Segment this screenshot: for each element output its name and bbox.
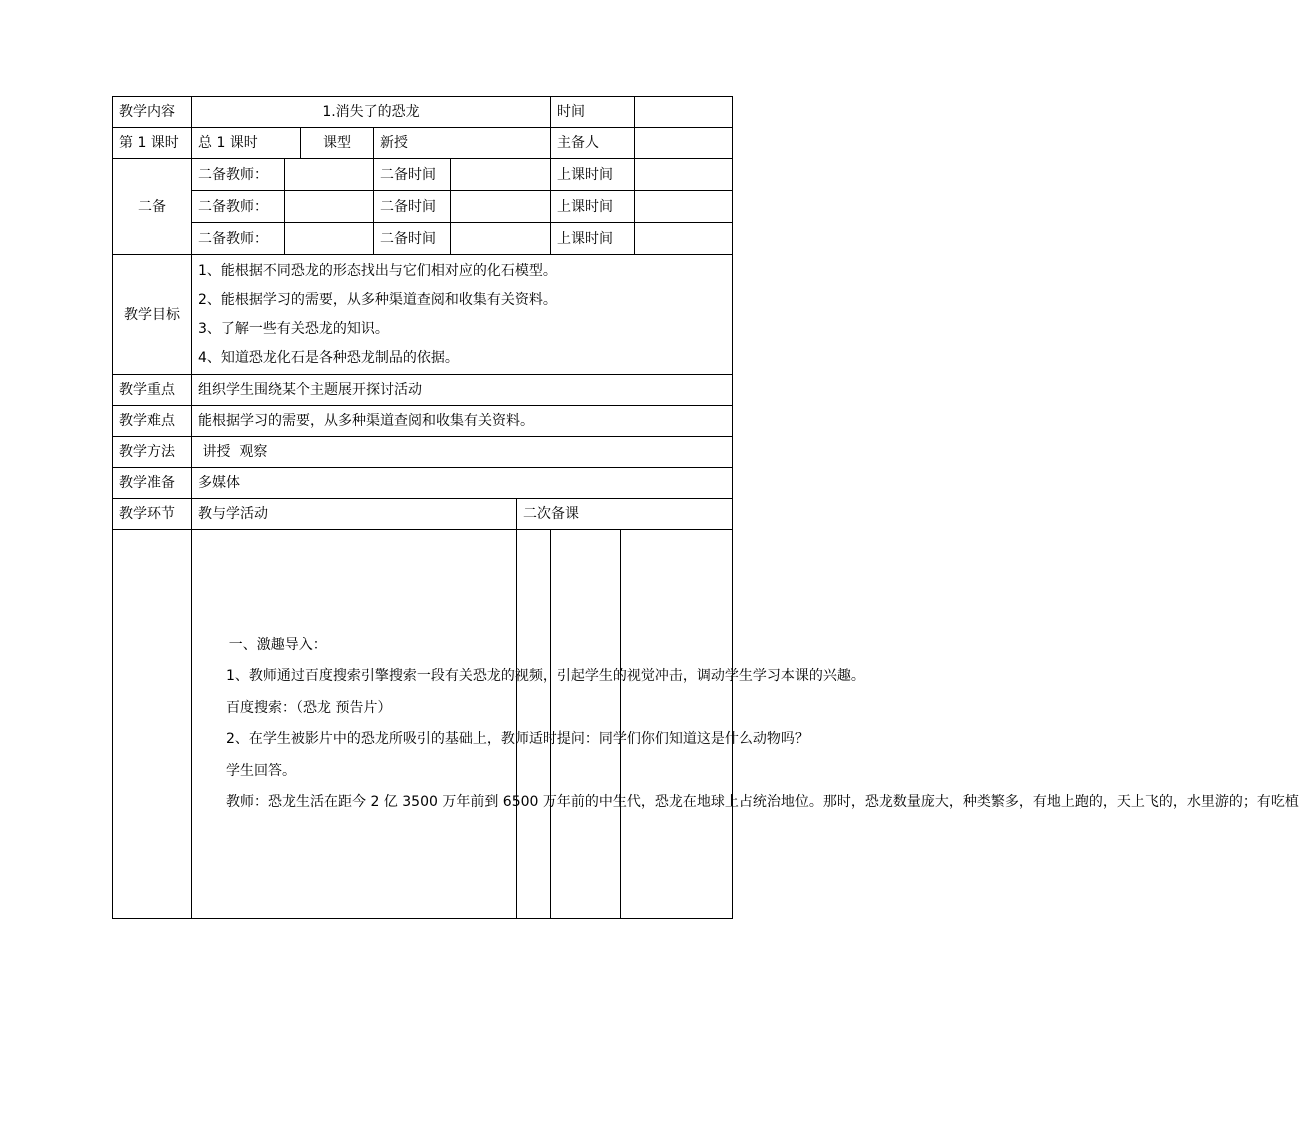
goal-item: 3、了解一些有关恐龙的知识。	[198, 320, 389, 337]
class-time-label: 上课时间	[551, 191, 635, 223]
activity-paragraph: 学生回答。	[226, 762, 296, 779]
preparer-label: 主备人	[551, 128, 635, 159]
prep-time-label: 二备时间	[374, 159, 451, 191]
secondary-prep-row	[113, 159, 733, 191]
goals-row	[113, 255, 733, 375]
period-label: 第 1 课时	[113, 128, 192, 159]
process-body-row	[113, 530, 733, 919]
class-time-value[interactable]	[635, 223, 733, 255]
activity-label: 教与学活动	[192, 499, 517, 530]
goals-label: 教学目标	[113, 255, 192, 375]
second-prep-label: 二次备课	[517, 499, 733, 530]
time-label: 时间	[551, 97, 635, 128]
process-header-row	[113, 499, 733, 530]
second-prep-cell[interactable]	[551, 530, 621, 919]
methods-value: 讲授 观察	[192, 437, 733, 468]
prep-time-label: 二备时间	[374, 223, 451, 255]
prep-teacher-label: 二备教师：	[192, 191, 285, 223]
goals-list	[192, 255, 733, 375]
class-time-value[interactable]	[635, 159, 733, 191]
prep-teacher-label: 二备教师：	[192, 159, 285, 191]
secondary-prep-row	[113, 223, 733, 255]
lesson-title: 1.消失了的恐龙	[192, 97, 551, 128]
secondary-prep-row	[113, 191, 733, 223]
lesson-type-value: 新授	[374, 128, 551, 159]
goal-item: 2、能根据学习的需要，从多种渠道查阅和收集有关资料。	[198, 291, 557, 308]
class-time-label: 上课时间	[551, 223, 635, 255]
key-points-row	[113, 375, 733, 406]
class-time-value[interactable]	[635, 191, 733, 223]
prep-time-value[interactable]	[451, 159, 551, 191]
prep-teacher-value[interactable]	[285, 223, 374, 255]
content-label: 教学内容	[113, 97, 192, 128]
preparer-value[interactable]	[635, 128, 733, 159]
period-row	[113, 128, 733, 159]
key-points-value: 组织学生围绕某个主题展开探讨活动	[192, 375, 733, 406]
preparation-row	[113, 468, 733, 499]
total-periods-label: 总 1 课时	[192, 128, 301, 159]
preparation-value: 多媒体	[192, 468, 733, 499]
secondary-prep-label: 二备	[113, 159, 192, 255]
prep-time-label: 二备时间	[374, 191, 451, 223]
prep-time-value[interactable]	[451, 223, 551, 255]
difficulties-value: 能根据学习的需要，从多种渠道查阅和收集有关资料。	[192, 406, 733, 437]
prep-teacher-label: 二备教师：	[192, 223, 285, 255]
activity-paragraph: 教师：恐龙生活在距今 2 亿 3500 万年前到 6500 万年前的中生代，恐龙在地球上占统治地位。那时，恐龙数量庞大，种类繁多，有地上跑的，天上飞的，水里游的；有吃植	[226, 794, 1299, 810]
prep-teacher-value[interactable]	[285, 191, 374, 223]
activity-content	[192, 530, 1299, 919]
stage-label: 教学环节	[113, 499, 192, 530]
prep-time-value[interactable]	[451, 191, 551, 223]
lesson-type-label: 课型	[301, 128, 374, 159]
preparation-label: 教学准备	[113, 468, 192, 499]
activity-paragraph: 1、教师通过百度搜索引擎搜索一段有关恐龙的视频，引起学生的视觉冲击，调动学生学习本课的兴趣。	[226, 668, 865, 684]
methods-row	[113, 437, 733, 468]
methods-label: 教学方法	[113, 437, 192, 468]
goal-item: 1、能根据不同恐龙的形态找出与它们相对应的化石模型。	[198, 262, 557, 279]
goal-item: 4、知道恐龙化石是各种恐龙制品的依据。	[198, 349, 459, 366]
difficulties-row	[113, 406, 733, 437]
class-time-label: 上课时间	[551, 159, 635, 191]
prep-teacher-value[interactable]	[285, 159, 374, 191]
lesson-plan-table	[112, 96, 1299, 919]
difficulties-label: 教学难点	[113, 406, 192, 437]
activity-paragraph: 百度搜索：（恐龙 预告片）	[226, 699, 392, 716]
second-prep-cell[interactable]	[621, 530, 733, 919]
header-row	[113, 97, 733, 128]
activity-paragraph: 一、激趣导入：	[228, 636, 327, 653]
stage-cell	[113, 530, 192, 919]
key-points-label: 教学重点	[113, 375, 192, 406]
activity-paragraph: 2、在学生被影片中的恐龙所吸引的基础上，教师适时提问：同学们你们知道这是什么动物吗？	[226, 731, 809, 747]
time-value[interactable]	[635, 97, 733, 128]
